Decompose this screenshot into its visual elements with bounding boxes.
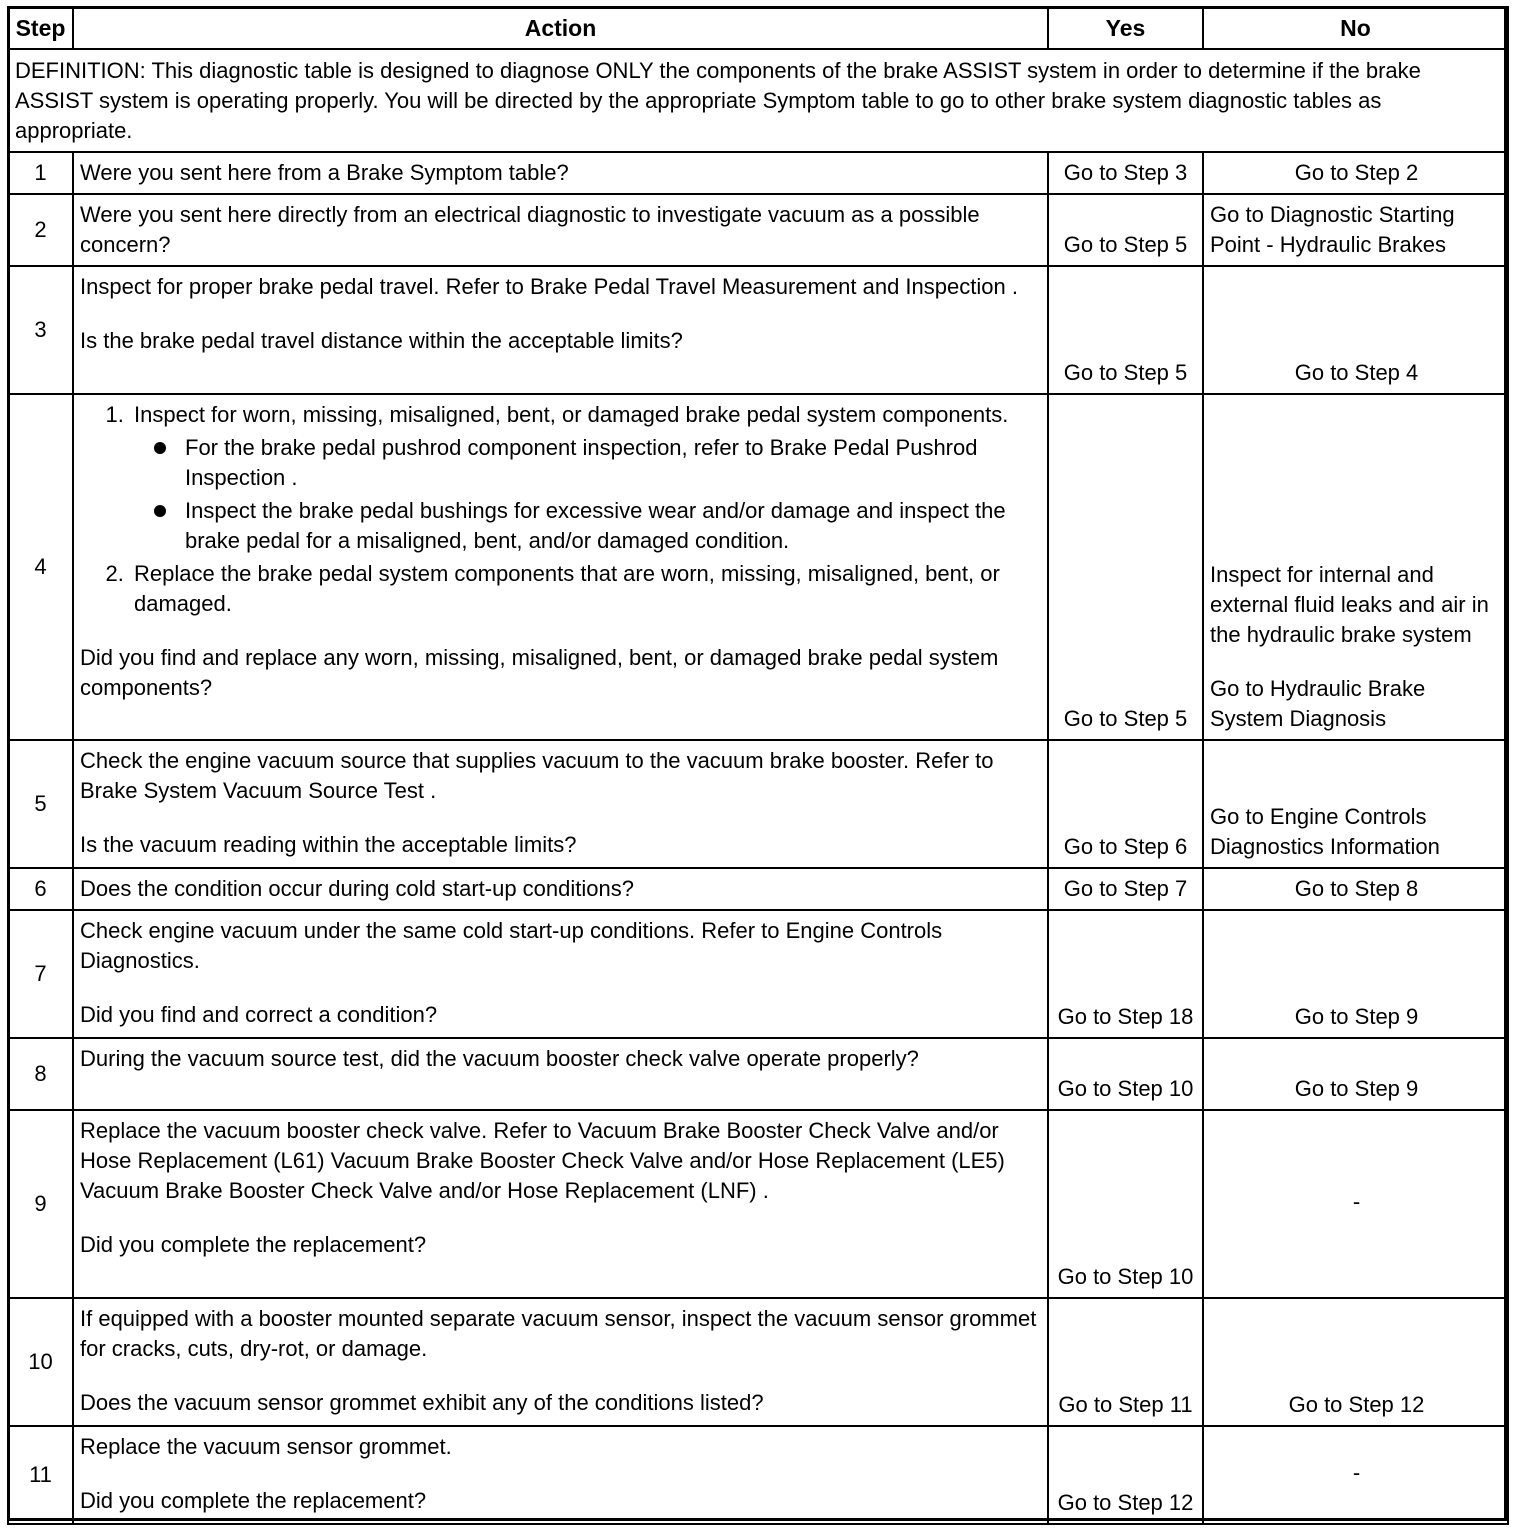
table-row bbox=[8, 740, 1508, 868]
no-action: Go to Step 9 bbox=[1203, 1038, 1508, 1110]
yes-action: Go to Step 18 bbox=[1048, 910, 1203, 1038]
yes-action: Go to Step 6 bbox=[1048, 740, 1203, 868]
no-action: Go to Step 12 bbox=[1203, 1298, 1508, 1426]
action-text: Were you sent here directly from an electrical diagnostic to investigate vacuum as a possible concern? bbox=[73, 194, 1048, 266]
step-number: 8 bbox=[8, 1038, 73, 1110]
table-row bbox=[8, 1298, 1508, 1426]
no-action: Go to Step 4 bbox=[1203, 266, 1508, 394]
action-cell bbox=[73, 740, 1048, 868]
step-number: 5 bbox=[8, 740, 73, 868]
yes-action: Go to Step 7 bbox=[1048, 868, 1203, 910]
yes-action: Go to Step 10 bbox=[1048, 1038, 1203, 1110]
table-row bbox=[8, 266, 1508, 394]
step-number: 3 bbox=[8, 266, 73, 394]
action-text: Were you sent here from a Brake Symptom table? bbox=[73, 152, 1048, 194]
yes-action: Go to Step 5 bbox=[1048, 194, 1203, 266]
step-number: 1 bbox=[8, 152, 73, 194]
action-cell bbox=[73, 910, 1048, 1038]
diagnostic-table bbox=[7, 6, 1509, 1525]
no-action: Go to Hydraulic Brake System Diagnosis bbox=[1210, 676, 1426, 731]
action-text: Inspect for proper brake pedal travel. Refer to Brake Pedal Travel Measurement and Inspection . bbox=[80, 274, 1018, 299]
yes-action: Go to Step 3 bbox=[1048, 152, 1203, 194]
action-cell bbox=[73, 1426, 1048, 1524]
action-cell bbox=[73, 1298, 1048, 1426]
action-text: Replace the vacuum sensor grommet. bbox=[80, 1434, 452, 1459]
no-action: Go to Step 9 bbox=[1203, 910, 1508, 1038]
action-cell bbox=[73, 394, 1048, 740]
yes-action: Go to Step 11 bbox=[1048, 1298, 1203, 1426]
action-text: Check engine vacuum under the same cold start-up conditions. Refer to Engine Controls Diagnostics. bbox=[80, 918, 943, 973]
diagnostic-table-frame bbox=[7, 6, 1507, 1521]
action-text: Check the engine vacuum source that supplies vacuum to the vacuum brake booster. Refer to Brake System Vacuum Source Test . bbox=[80, 748, 994, 803]
step-number: 2 bbox=[8, 194, 73, 266]
table-row bbox=[8, 394, 1508, 740]
table-row bbox=[8, 910, 1508, 1038]
no-action: Go to Step 2 bbox=[1203, 152, 1508, 194]
no-action: - bbox=[1203, 1110, 1508, 1298]
action-text: Does the condition occur during cold start-up conditions? bbox=[73, 868, 1048, 910]
table-row bbox=[8, 194, 1508, 266]
no-action: Go to Step 8 bbox=[1203, 868, 1508, 910]
action-question: Did you complete the replacement? bbox=[80, 1232, 427, 1257]
step-number: 7 bbox=[8, 910, 73, 1038]
bullet-list bbox=[134, 433, 1041, 556]
table-row bbox=[8, 1426, 1508, 1524]
no-action: Go to Diagnostic Starting Point - Hydraulic Brakes bbox=[1203, 194, 1508, 266]
table-row bbox=[8, 152, 1508, 194]
bullet-item: Inspect the brake pedal bushings for excessive wear and/or damage and inspect the brake pedal for a misaligned, bent, and/or damaged condition. bbox=[182, 496, 1041, 556]
yes-action: Go to Step 5 bbox=[1048, 394, 1203, 740]
list-item bbox=[130, 400, 1041, 556]
yes-action: Go to Step 5 bbox=[1048, 266, 1203, 394]
header-yes: Yes bbox=[1048, 7, 1203, 49]
yes-action: Go to Step 12 bbox=[1048, 1426, 1203, 1524]
procedure-list bbox=[80, 400, 1041, 619]
step-number: 6 bbox=[8, 868, 73, 910]
list-item-text: Inspect for worn, missing, misaligned, bent, or damaged brake pedal system components. bbox=[134, 402, 1009, 427]
action-text: During the vacuum source test, did the vacuum booster check valve operate properly? bbox=[73, 1038, 1048, 1110]
step-number: 9 bbox=[8, 1110, 73, 1298]
step-number: 10 bbox=[8, 1298, 73, 1426]
header-row bbox=[8, 7, 1508, 49]
action-question: Does the vacuum sensor grommet exhibit any of the conditions listed? bbox=[80, 1390, 764, 1415]
action-question: Did you complete the replacement? bbox=[80, 1488, 427, 1513]
table-row bbox=[8, 1038, 1508, 1110]
header-action: Action bbox=[73, 7, 1048, 49]
definition-row bbox=[8, 49, 1508, 152]
no-cell bbox=[1203, 394, 1508, 740]
no-action: Go to Engine Controls Diagnostics Information bbox=[1203, 740, 1508, 868]
table-row bbox=[8, 1110, 1508, 1298]
step-number: 11 bbox=[8, 1426, 73, 1524]
action-text: If equipped with a booster mounted separate vacuum sensor, inspect the vacuum sensor grommet for cracks, cuts, dry-rot, or damage. bbox=[80, 1306, 1037, 1361]
action-question: Is the brake pedal travel distance within the acceptable limits? bbox=[80, 328, 683, 353]
header-step: Step bbox=[8, 7, 73, 49]
definition-text: DEFINITION: This diagnostic table is designed to diagnose ONLY the components of the brake ASSIST system in order to determine if the brake ASSIST system is operating properly. You will be directed by the appropriate Symptom table to go to other brake system diagnostic tables as appropriate. bbox=[8, 49, 1508, 152]
table-row bbox=[8, 868, 1508, 910]
action-question: Is the vacuum reading within the acceptable limits? bbox=[80, 832, 577, 857]
action-question: Did you find and replace any worn, missing, misaligned, bent, or damaged brake pedal system components? bbox=[80, 645, 999, 700]
action-cell bbox=[73, 266, 1048, 394]
header-no: No bbox=[1203, 7, 1508, 49]
step-number: 4 bbox=[8, 394, 73, 740]
no-action: - bbox=[1203, 1426, 1508, 1524]
action-question: Did you find and correct a condition? bbox=[80, 1002, 438, 1027]
bullet-item: For the brake pedal pushrod component inspection, refer to Brake Pedal Pushrod Inspection . bbox=[182, 433, 1041, 493]
action-text: Replace the vacuum booster check valve. Refer to Vacuum Brake Booster Check Valve and/or Hose Replacement (L61) Vacuum Brake Booster Check Valve and/or Hose Replacement (LE5) Vacuum Brake Booster Check Valve and/or Hose Replacement (LNF) . bbox=[80, 1118, 1005, 1203]
list-item: 2. Replace the brake pedal system components that are worn, missing, misaligned, bent, or damaged. bbox=[130, 559, 1041, 619]
no-note: Inspect for internal and external fluid leaks and air in the hydraulic brake system bbox=[1210, 562, 1489, 647]
action-cell bbox=[73, 1110, 1048, 1298]
yes-action: Go to Step 10 bbox=[1048, 1110, 1203, 1298]
